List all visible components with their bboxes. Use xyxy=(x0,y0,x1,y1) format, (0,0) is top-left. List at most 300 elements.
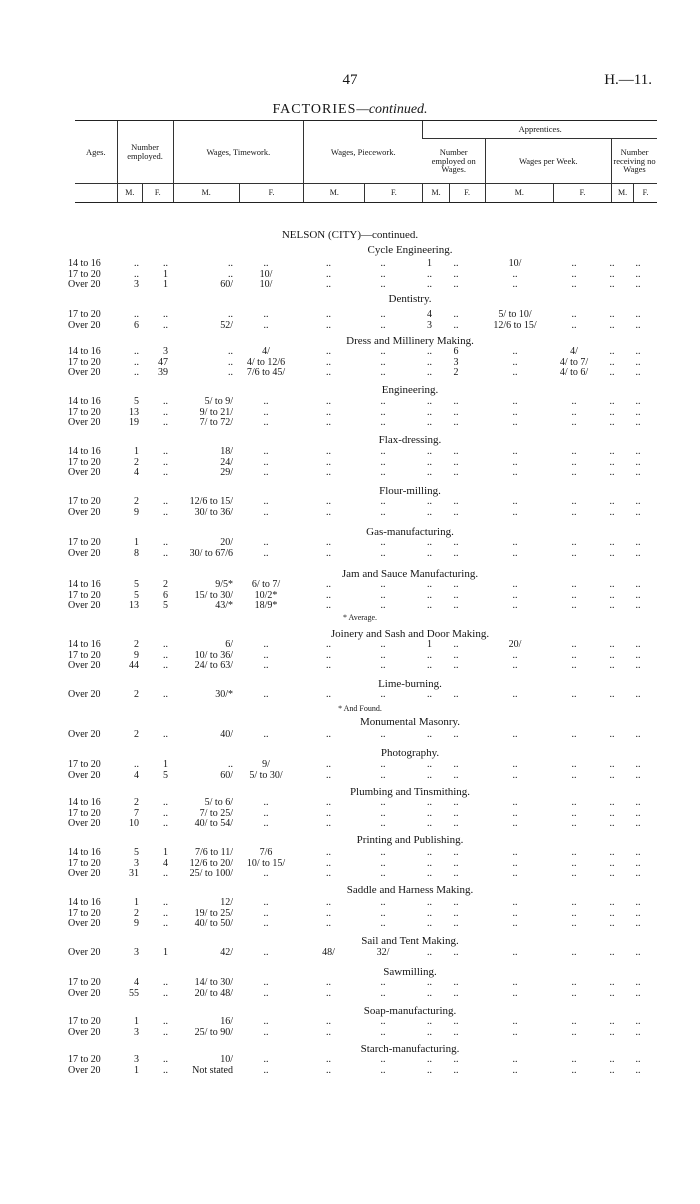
age-cell: 17 to 20 xyxy=(68,309,101,320)
no-wages-m-cell: .. xyxy=(609,258,615,269)
piecework-f-cell: .. xyxy=(380,847,386,858)
table-row xyxy=(0,358,700,369)
industry-heading: Saddle and Harness Making. xyxy=(346,884,474,896)
apprentice-wages-m-cell: .. xyxy=(512,547,518,559)
employed-f-cell: .. xyxy=(163,977,168,988)
apprentices-m-cell: .. xyxy=(427,496,432,507)
age-cell: 14 to 16 xyxy=(68,396,101,407)
apprentice-wages-m-cell: .. xyxy=(512,367,518,379)
number-employed-header: Number employed. xyxy=(117,121,173,184)
no-wages-f-cell: .. xyxy=(635,759,641,770)
no-wages-f-cell: .. xyxy=(635,1026,641,1038)
apprentices-f-cell: .. xyxy=(453,417,459,429)
no-wages-m-cell: .. xyxy=(609,396,615,407)
apprentice-wages-m-cell: .. xyxy=(512,396,518,407)
apprentices-f-cell: .. xyxy=(453,1016,459,1027)
piecework-m-cell: .. xyxy=(326,868,331,880)
apprentice-wages-m-cell: .. xyxy=(512,356,518,368)
employed-f-cell: .. xyxy=(163,456,168,468)
apprentice-wages-f-cell: .. xyxy=(571,496,577,507)
no-wages-m-cell: .. xyxy=(609,857,615,869)
apprentice-wages-f-cell: .. xyxy=(571,396,577,407)
apprentices-m-cell: .. xyxy=(427,1016,432,1027)
age-cell: 14 to 16 xyxy=(68,446,101,457)
timework-m-cell: 25/ to 90/ xyxy=(194,1026,233,1038)
no-wages-m-cell: .. xyxy=(609,309,615,320)
employed-m-cell: 4 xyxy=(134,977,139,988)
apprentice-wages-f-cell: .. xyxy=(571,897,577,908)
industry-heading: Sail and Tent Making. xyxy=(361,935,459,947)
employed-m-cell: 31 xyxy=(129,868,139,880)
wages-per-week-header: Wages per Week. xyxy=(485,139,611,184)
title-main: FACTORIES xyxy=(272,102,357,117)
timework-m-cell: 5/ to 6/ xyxy=(204,797,233,808)
piecework-f-cell: .. xyxy=(380,660,386,672)
age-cell: Over 20 xyxy=(68,729,101,740)
timework-f-cell: 10/ xyxy=(259,279,273,291)
table-row xyxy=(0,270,700,281)
apprentices-m-cell: .. xyxy=(427,600,432,612)
table-row xyxy=(0,798,700,809)
piecework-f-cell: .. xyxy=(380,309,386,320)
timework-f-cell: .. xyxy=(263,807,269,819)
piecework-f-cell: .. xyxy=(380,356,386,368)
piecework-f-cell: .. xyxy=(380,537,386,548)
timework-m-cell: 60/ xyxy=(220,769,233,781)
employed-f-cell: .. xyxy=(163,506,168,518)
apprentice-wages-f-cell: .. xyxy=(571,589,577,601)
piecework-m-cell: .. xyxy=(326,818,331,830)
timework-m-cell: 20/ xyxy=(220,537,233,548)
table-row xyxy=(0,408,700,419)
age-cell: 17 to 20 xyxy=(68,977,101,988)
apprentice-wages-m-cell: .. xyxy=(512,506,518,518)
piecework-f-cell: .. xyxy=(380,367,386,379)
employed-m-cell: 3 xyxy=(134,857,139,869)
timework-f-cell: 10/ to 15/ xyxy=(246,857,286,869)
table-row xyxy=(0,869,700,880)
blank-header xyxy=(75,184,117,203)
female-header: F. xyxy=(554,184,612,203)
apprentice-wages-f-cell: .. xyxy=(571,446,577,457)
piecework-m-cell: .. xyxy=(326,897,331,908)
age-cell: 14 to 16 xyxy=(68,797,101,808)
apprentices-header: Apprentices. xyxy=(423,121,657,139)
age-cell: 17 to 20 xyxy=(68,406,101,418)
no-wages-f-cell: .. xyxy=(635,807,641,819)
piecework-f-cell: .. xyxy=(380,268,386,280)
employed-m-cell: 2 xyxy=(134,496,139,507)
employed-f-cell: .. xyxy=(163,258,168,269)
timework-f-cell: .. xyxy=(263,456,269,468)
employed-m-cell: 1 xyxy=(134,897,139,908)
timework-m-cell: 52/ xyxy=(220,319,233,331)
apprentice-wages-f-cell: .. xyxy=(571,1054,577,1065)
piecework-m-cell: .. xyxy=(326,367,331,379)
male-header: M. xyxy=(117,184,142,203)
timework-m-cell: 7/ to 72/ xyxy=(199,417,233,429)
no-wages-f-cell: .. xyxy=(635,467,641,479)
piecework-f-cell: .. xyxy=(380,279,386,291)
apprentices-f-cell: .. xyxy=(453,987,459,999)
wages-piecework-header: Wages, Piecework. xyxy=(304,121,423,184)
table-row xyxy=(0,280,700,291)
male-header: M. xyxy=(173,184,239,203)
apprentice-wages-f-cell: .. xyxy=(571,807,577,819)
timework-m-cell: 9/5* xyxy=(215,579,233,590)
employed-f-cell: .. xyxy=(163,689,168,700)
age-cell: 17 to 20 xyxy=(68,807,101,819)
apprentices-f-cell: .. xyxy=(453,947,459,958)
timework-m-cell: 12/ xyxy=(220,897,233,908)
male-header: M. xyxy=(612,184,634,203)
male-header: M. xyxy=(304,184,365,203)
age-cell: Over 20 xyxy=(68,1064,101,1076)
apprentices-f-cell: .. xyxy=(453,857,459,869)
apprentices-f-cell: .. xyxy=(453,446,459,457)
no-wages-m-cell: .. xyxy=(609,346,615,357)
no-wages-m-cell: .. xyxy=(609,907,615,919)
timework-m-cell: 5/ to 9/ xyxy=(204,396,233,407)
apprentice-wages-f-cell: .. xyxy=(571,797,577,808)
no-wages-m-cell: .. xyxy=(609,537,615,548)
piecework-f-cell: .. xyxy=(380,600,386,612)
age-cell: 17 to 20 xyxy=(68,649,101,661)
no-wages-f-cell: .. xyxy=(635,309,641,320)
table-row xyxy=(0,508,700,519)
no-wages-m-cell: .. xyxy=(609,1054,615,1065)
piecework-f-cell: .. xyxy=(380,547,386,559)
age-cell: 14 to 16 xyxy=(68,897,101,908)
female-header: F. xyxy=(365,184,423,203)
no-wages-m-cell: .. xyxy=(609,1016,615,1027)
age-cell: Over 20 xyxy=(68,600,101,612)
timework-f-cell: .. xyxy=(263,649,269,661)
employed-m-cell: 4 xyxy=(134,467,139,479)
timework-m-cell: 19/ to 25/ xyxy=(194,907,233,919)
apprentices-f-cell: .. xyxy=(453,268,459,280)
timework-f-cell: .. xyxy=(263,1054,269,1065)
apprentice-wages-m-cell: .. xyxy=(512,537,518,548)
age-cell: Over 20 xyxy=(68,818,101,830)
apprentices-f-cell: .. xyxy=(453,319,459,331)
apprentices-f-cell: 6 xyxy=(453,346,459,357)
no-wages-m-cell: .. xyxy=(609,589,615,601)
timework-f-cell: .. xyxy=(263,797,269,808)
timework-f-cell: .. xyxy=(263,729,269,740)
no-wages-m-cell: .. xyxy=(609,649,615,661)
piecework-m-cell: .. xyxy=(326,467,331,479)
no-wages-m-cell: .. xyxy=(609,847,615,858)
employed-m-cell: 3 xyxy=(134,1054,139,1065)
timework-m-cell: 40/ xyxy=(220,729,233,740)
apprentice-wages-m-cell: .. xyxy=(512,918,518,930)
employed-f-cell: 1 xyxy=(163,759,168,770)
no-wages-f-cell: .. xyxy=(635,769,641,781)
apprentice-wages-m-cell: .. xyxy=(512,857,518,869)
employed-m-cell: .. xyxy=(134,268,139,280)
piecework-m-cell: 48/ xyxy=(322,947,335,958)
apprentice-wages-f-cell: .. xyxy=(571,579,577,590)
apprentice-wages-f-cell: .. xyxy=(571,857,577,869)
employed-m-cell: 3 xyxy=(134,279,139,291)
no-wages-m-cell: .. xyxy=(609,918,615,930)
employed-f-cell: .. xyxy=(163,797,168,808)
timework-m-cell: Not stated xyxy=(192,1064,233,1076)
apprentice-wages-f-cell: .. xyxy=(571,319,577,331)
apprentices-m-cell: .. xyxy=(427,537,432,548)
employed-f-cell: .. xyxy=(163,1026,168,1038)
piecework-f-cell: .. xyxy=(380,868,386,880)
industry-heading: Soap-manufacturing. xyxy=(363,1005,457,1017)
piecework-m-cell: .. xyxy=(326,600,331,612)
piecework-m-cell: .. xyxy=(326,807,331,819)
employed-f-cell: 6 xyxy=(163,589,168,601)
apprentice-wages-f-cell: .. xyxy=(571,660,577,672)
timework-m-cell: 18/ xyxy=(220,446,233,457)
apprentice-wages-m-cell: .. xyxy=(512,446,518,457)
apprentices-employed-header: Number employed on Wages. xyxy=(423,139,485,184)
apprentices-m-cell: .. xyxy=(427,689,432,700)
timework-f-cell: .. xyxy=(263,689,269,700)
age-cell: Over 20 xyxy=(68,279,101,291)
no-wages-f-cell: .. xyxy=(635,506,641,518)
apprentice-wages-f-cell: .. xyxy=(571,868,577,880)
apprentice-wages-f-cell: .. xyxy=(571,907,577,919)
table-row xyxy=(0,919,700,930)
industry-heading: Lime-burning. xyxy=(378,678,442,690)
no-wages-m-cell: .. xyxy=(609,660,615,672)
apprentice-wages-f-cell: .. xyxy=(571,456,577,468)
no-wages-f-cell: .. xyxy=(635,868,641,880)
apprentice-wages-m-cell: .. xyxy=(512,689,518,700)
apprentices-m-cell: .. xyxy=(427,1064,432,1076)
timework-m-cell: 25/ to 100/ xyxy=(189,868,233,880)
apprentice-wages-m-cell: .. xyxy=(512,1016,518,1027)
apprentices-m-cell: .. xyxy=(427,268,432,280)
employed-m-cell: 4 xyxy=(134,769,139,781)
piecework-m-cell: .. xyxy=(326,496,331,507)
apprentice-wages-m-cell: .. xyxy=(512,797,518,808)
industry-heading: Printing and Publishing. xyxy=(356,834,464,846)
piecework-m-cell: .. xyxy=(326,639,331,650)
apprentice-wages-m-cell: .. xyxy=(512,769,518,781)
apprentices-m-cell: .. xyxy=(427,446,432,457)
table-row xyxy=(0,259,700,270)
apprentice-wages-m-cell: .. xyxy=(512,868,518,880)
footnote: * Average. xyxy=(342,613,378,622)
no-wages-header: Number receiving no Wages xyxy=(612,139,657,184)
industry-heading: Engineering. xyxy=(381,384,439,396)
timework-m-cell: .. xyxy=(228,356,233,368)
apprentices-f-cell: .. xyxy=(453,1026,459,1038)
employed-f-cell: .. xyxy=(163,807,168,819)
apprentice-wages-m-cell: .. xyxy=(512,589,518,601)
employed-f-cell: .. xyxy=(163,987,168,999)
apprentice-wages-f-cell: .. xyxy=(571,769,577,781)
no-wages-m-cell: .. xyxy=(609,506,615,518)
age-cell: Over 20 xyxy=(68,467,101,479)
apprentices-m-cell: .. xyxy=(427,807,432,819)
timework-f-cell: .. xyxy=(263,446,269,457)
male-header: M. xyxy=(423,184,449,203)
table-row xyxy=(0,661,700,672)
apprentice-wages-m-cell: .. xyxy=(512,987,518,999)
table-row xyxy=(0,978,700,989)
apprentice-wages-m-cell: 12/6 to 15/ xyxy=(493,319,537,331)
page-reference: H.—11. xyxy=(604,72,652,88)
apprentices-m-cell: .. xyxy=(427,356,432,368)
apprentices-m-cell: .. xyxy=(427,907,432,919)
age-cell: 17 to 20 xyxy=(68,759,101,770)
employed-m-cell: 5 xyxy=(134,396,139,407)
apprentice-wages-f-cell: .. xyxy=(571,918,577,930)
industry-heading: Sawmilling. xyxy=(383,966,437,978)
no-wages-m-cell: .. xyxy=(609,319,615,331)
piecework-f-cell: .. xyxy=(380,417,386,429)
timework-m-cell: 43/* xyxy=(215,600,233,612)
no-wages-m-cell: .. xyxy=(609,868,615,880)
timework-f-cell: .. xyxy=(263,258,269,269)
apprentices-f-cell: .. xyxy=(453,907,459,919)
piecework-f-cell: .. xyxy=(380,759,386,770)
age-cell: Over 20 xyxy=(68,868,101,880)
piecework-m-cell: .. xyxy=(326,309,331,320)
table-row xyxy=(0,760,700,771)
piecework-m-cell: .. xyxy=(326,547,331,559)
employed-f-cell: .. xyxy=(163,649,168,661)
employed-f-cell: 1 xyxy=(163,947,168,958)
no-wages-m-cell: .. xyxy=(609,639,615,650)
apprentice-wages-m-cell: 10/ xyxy=(508,258,522,269)
piecework-f-cell: .. xyxy=(380,258,386,269)
apprentices-m-cell: .. xyxy=(427,367,432,379)
apprentices-m-cell: .. xyxy=(427,987,432,999)
employed-f-cell: 1 xyxy=(163,279,168,291)
age-cell: 17 to 20 xyxy=(68,456,101,468)
timework-m-cell: 42/ xyxy=(220,947,233,958)
table-row xyxy=(0,948,700,959)
no-wages-m-cell: .. xyxy=(609,977,615,988)
apprentice-wages-f-cell: .. xyxy=(571,977,577,988)
table-row xyxy=(0,898,700,909)
timework-f-cell: .. xyxy=(263,406,269,418)
apprentices-f-cell: .. xyxy=(453,818,459,830)
piecework-m-cell: .. xyxy=(326,1026,331,1038)
no-wages-f-cell: .. xyxy=(635,689,641,700)
apprentice-wages-f-cell: .. xyxy=(571,1064,577,1076)
no-wages-m-cell: .. xyxy=(609,279,615,291)
age-cell: Over 20 xyxy=(68,689,101,700)
no-wages-m-cell: .. xyxy=(609,446,615,457)
timework-m-cell: .. xyxy=(228,759,233,770)
table-row xyxy=(0,771,700,782)
piecework-m-cell: .. xyxy=(326,769,331,781)
apprentices-f-cell: .. xyxy=(453,496,459,507)
apprentices-f-cell: .. xyxy=(453,689,459,700)
apprentices-f-cell: .. xyxy=(453,847,459,858)
no-wages-m-cell: .. xyxy=(609,406,615,418)
apprentices-m-cell: .. xyxy=(427,506,432,518)
piecework-f-cell: .. xyxy=(380,689,386,700)
apprentice-wages-m-cell: .. xyxy=(512,600,518,612)
piecework-f-cell: .. xyxy=(380,897,386,908)
apprentice-wages-f-cell: .. xyxy=(571,279,577,291)
timework-m-cell: .. xyxy=(228,268,233,280)
apprentice-wages-m-cell: .. xyxy=(512,467,518,479)
piecework-m-cell: .. xyxy=(326,1064,331,1076)
no-wages-m-cell: .. xyxy=(609,807,615,819)
footnote: * And Found. xyxy=(338,704,382,713)
apprentice-wages-f-cell: .. xyxy=(571,847,577,858)
timework-m-cell: 40/ to 54/ xyxy=(194,818,233,830)
age-cell: 17 to 20 xyxy=(68,537,101,548)
piecework-m-cell: .. xyxy=(326,1016,331,1027)
piecework-f-cell: .. xyxy=(380,977,386,988)
apprentice-wages-f-cell: .. xyxy=(571,537,577,548)
industry-heading: Joinery and Sash and Door Making. xyxy=(330,628,490,640)
no-wages-f-cell: .. xyxy=(635,417,641,429)
timework-m-cell: 30/* xyxy=(215,689,233,700)
age-cell: 14 to 16 xyxy=(68,579,101,590)
apprentice-wages-m-cell: .. xyxy=(512,1064,518,1076)
apprentice-wages-m-cell: .. xyxy=(512,729,518,740)
piecework-m-cell: .. xyxy=(326,589,331,601)
piecework-f-cell: .. xyxy=(380,987,386,999)
no-wages-m-cell: .. xyxy=(609,818,615,830)
page-title xyxy=(0,102,700,118)
no-wages-f-cell: .. xyxy=(635,406,641,418)
age-cell: 17 to 20 xyxy=(68,1016,101,1027)
employed-m-cell: 2 xyxy=(134,456,139,468)
apprentice-wages-m-cell: .. xyxy=(512,1026,518,1038)
piecework-m-cell: .. xyxy=(326,660,331,672)
apprentice-wages-f-cell: .. xyxy=(571,506,577,518)
age-cell: Over 20 xyxy=(68,1026,101,1038)
timework-f-cell: .. xyxy=(263,396,269,407)
industry-heading: Plumbing and Tinsmithing. xyxy=(349,786,471,798)
employed-m-cell: 7 xyxy=(134,807,139,819)
table-row xyxy=(0,418,700,429)
timework-m-cell: 7/6 to 11/ xyxy=(195,847,233,858)
piecework-m-cell: .. xyxy=(326,456,331,468)
no-wages-f-cell: .. xyxy=(635,547,641,559)
timework-m-cell: 40/ to 50/ xyxy=(194,918,233,930)
apprentices-f-cell: .. xyxy=(453,547,459,559)
no-wages-m-cell: .. xyxy=(609,579,615,590)
age-cell: 14 to 16 xyxy=(68,258,101,269)
piecework-m-cell: .. xyxy=(326,319,331,331)
timework-m-cell: 14/ to 30/ xyxy=(194,977,233,988)
apprentice-wages-m-cell: .. xyxy=(512,947,518,958)
no-wages-f-cell: .. xyxy=(635,947,641,958)
timework-f-cell: .. xyxy=(263,918,269,930)
apprentice-wages-f-cell: 4/ to 6/ xyxy=(559,367,589,379)
no-wages-f-cell: .. xyxy=(635,396,641,407)
piecework-m-cell: .. xyxy=(326,797,331,808)
no-wages-f-cell: .. xyxy=(635,258,641,269)
apprentices-f-cell: .. xyxy=(453,897,459,908)
age-cell: Over 20 xyxy=(68,660,101,672)
industry-heading: Dress and Millinery Making. xyxy=(346,335,474,347)
employed-m-cell: 3 xyxy=(134,1026,139,1038)
apprentices-m-cell: .. xyxy=(427,759,432,770)
no-wages-m-cell: .. xyxy=(609,367,615,379)
apprentices-m-cell: .. xyxy=(427,579,432,590)
female-header: F. xyxy=(142,184,173,203)
table-row xyxy=(0,651,700,662)
apprentices-f-cell: .. xyxy=(453,258,459,269)
